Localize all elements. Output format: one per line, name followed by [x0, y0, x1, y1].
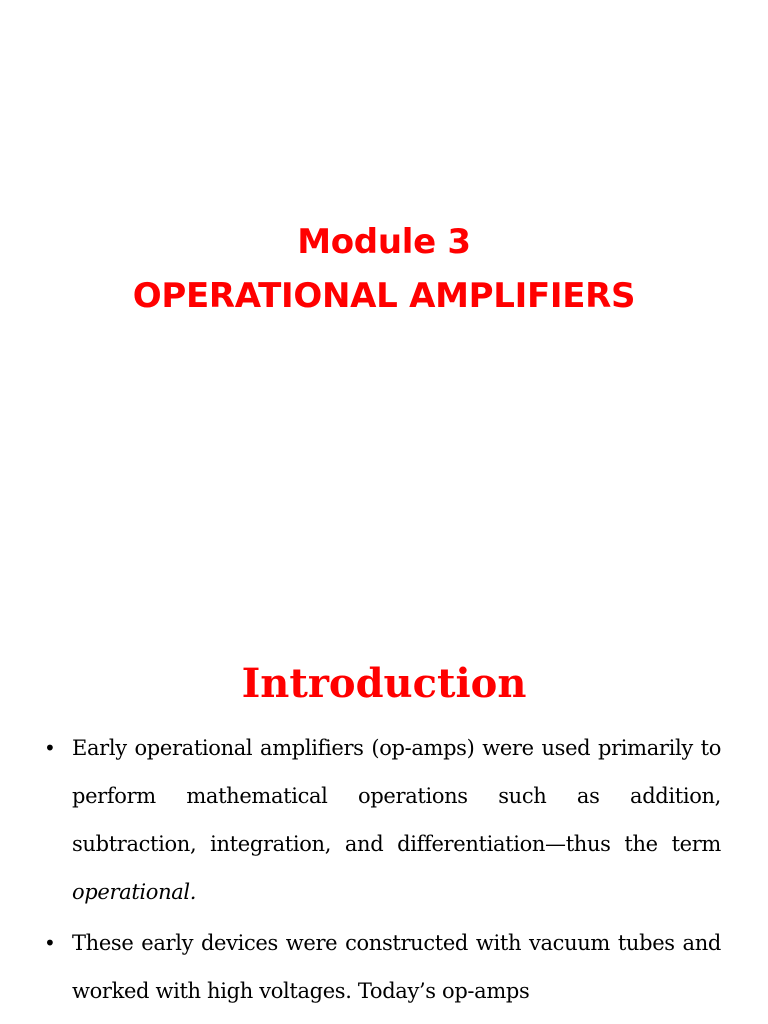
- bullet-text: [72, 724, 721, 916]
- bullet-body: Early operational amplifiers (op-amps) were used primarily to perform mathematical operations such as addition, subtraction, integration, and differentiation—thus the term: [72, 736, 721, 856]
- introduction-heading: Introduction: [241, 660, 527, 708]
- bullet-point-icon: •: [44, 931, 56, 955]
- module-number: Module 3: [297, 221, 471, 262]
- bullet-text: These early devices were constructed with vacuum tubes and worked with high voltages. Today’s op-amps: [72, 931, 721, 1003]
- bullet-item: [0, 724, 768, 916]
- bullet-point-icon: •: [44, 736, 56, 760]
- introduction-slide: [0, 576, 768, 1024]
- bullet-emphasis: operational.: [72, 880, 197, 904]
- module-subject: OPERATIONAL AMPLIFIERS: [132, 275, 636, 316]
- module-title: [0, 215, 768, 323]
- bullet-item: [0, 919, 768, 1015]
- bullet-list: [0, 724, 768, 1018]
